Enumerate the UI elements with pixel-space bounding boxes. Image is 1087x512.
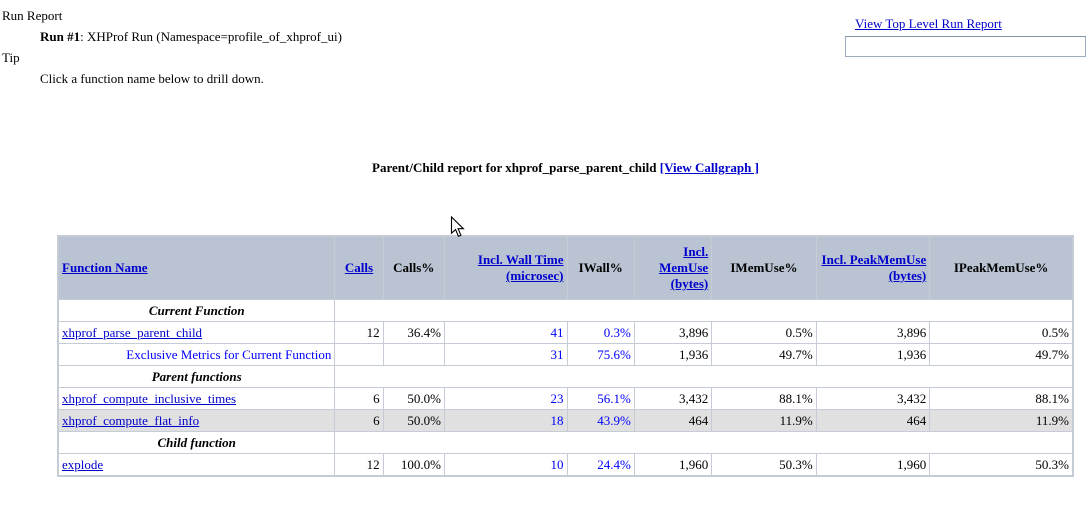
report-title-text: Parent/Child report for xhprof_parse_parent_child bbox=[372, 160, 657, 175]
value-cell-incl-peakmemuse-bytes: 1,960 bbox=[817, 454, 930, 475]
value-cell-ipeakmemuse: 49.7% bbox=[930, 344, 1072, 365]
sort-link-incl-wall-time-microsec[interactable]: Incl. Wall Time (microsec) bbox=[477, 252, 564, 283]
report-title bbox=[57, 160, 1074, 176]
run-info-block bbox=[2, 5, 342, 89]
table-row bbox=[59, 366, 1072, 387]
tip-text: Click a function name below to drill down. bbox=[40, 71, 264, 86]
value-cell-incl-peakmemuse-bytes: 464 bbox=[817, 410, 930, 431]
column-header-incl-peakmemuse-bytes[interactable] bbox=[817, 237, 930, 299]
value-cell-iwall: 0.3% bbox=[568, 322, 634, 343]
section-row-spacer bbox=[335, 300, 1072, 321]
column-header-ipeakmemuse: IPeakMemUse% bbox=[930, 237, 1072, 299]
section-header-child-function: Child function bbox=[59, 432, 334, 453]
value-cell-calls: 100.0% bbox=[384, 454, 444, 475]
function-name-cell[interactable] bbox=[59, 388, 334, 409]
run-namespace-text: : XHProf Run (Namespace=profile_of_xhprof_ui) bbox=[80, 29, 342, 44]
value-cell-ipeakmemuse: 88.1% bbox=[930, 388, 1072, 409]
table-row bbox=[59, 432, 1072, 453]
value-cell-calls: 12 bbox=[335, 454, 382, 475]
exclusive-metrics-label-cell: Exclusive Metrics for Current Function bbox=[59, 344, 334, 365]
sort-link-incl-memuse-bytes[interactable]: Incl. MemUse (bytes) bbox=[659, 244, 709, 291]
column-header-incl-memuse-bytes[interactable] bbox=[635, 237, 711, 299]
table-header-row bbox=[59, 237, 1072, 299]
value-cell-iwall: 75.6% bbox=[568, 344, 634, 365]
value-cell-calls: 6 bbox=[335, 388, 382, 409]
view-top-level-run-report-link[interactable]: View Top Level Run Report bbox=[855, 16, 1002, 31]
value-cell-incl-wall-time-microsec: 18 bbox=[445, 410, 567, 431]
run-query-input[interactable] bbox=[845, 36, 1086, 57]
sort-link-incl-peakmemuse-bytes[interactable]: Incl. PeakMemUse (bytes) bbox=[821, 252, 927, 283]
function-link-explode[interactable]: explode bbox=[62, 456, 104, 472]
value-cell-calls: 36.4% bbox=[384, 322, 444, 343]
column-header-calls[interactable] bbox=[335, 237, 382, 299]
value-cell-incl-peakmemuse-bytes: 3,896 bbox=[817, 322, 930, 343]
sort-link-calls[interactable]: Calls bbox=[344, 260, 374, 275]
value-cell-imemuse: 11.9% bbox=[712, 410, 816, 431]
function-name-cell[interactable] bbox=[59, 322, 334, 343]
value-cell-incl-memuse-bytes: 1,960 bbox=[635, 454, 711, 475]
run-description bbox=[40, 26, 342, 47]
column-header-function-name[interactable] bbox=[59, 237, 334, 299]
section-header-current-function: Current Function bbox=[59, 300, 334, 321]
run-report-label: Run Report bbox=[2, 8, 63, 23]
report-table-body bbox=[59, 300, 1072, 475]
run-number-label: Run #1 bbox=[40, 29, 81, 44]
value-cell-calls: 50.0% bbox=[384, 388, 444, 409]
value-cell-incl-memuse-bytes: 1,936 bbox=[635, 344, 711, 365]
value-cell-ipeakmemuse: 50.3% bbox=[930, 454, 1072, 475]
column-header-incl-wall-time-microsec[interactable] bbox=[445, 237, 567, 299]
column-header-imemuse: IMemUse% bbox=[712, 237, 816, 299]
function-link-xhprof-compute-flat-info[interactable]: xhprof_compute_flat_info bbox=[62, 412, 200, 428]
value-cell-incl-memuse-bytes: 3,432 bbox=[635, 388, 711, 409]
section-row-spacer bbox=[335, 432, 1072, 453]
value-cell-ipeakmemuse: 11.9% bbox=[930, 410, 1072, 431]
table-row bbox=[59, 410, 1072, 431]
table-row bbox=[59, 344, 1072, 365]
value-cell-calls: 12 bbox=[335, 322, 382, 343]
table-row bbox=[59, 388, 1072, 409]
table-row bbox=[59, 454, 1072, 475]
value-cell-incl-wall-time-microsec: 23 bbox=[445, 388, 567, 409]
value-cell-imemuse: 0.5% bbox=[712, 322, 816, 343]
table-row bbox=[59, 300, 1072, 321]
view-callgraph-link[interactable]: [View Callgraph ] bbox=[659, 160, 759, 175]
value-cell-iwall: 56.1% bbox=[568, 388, 634, 409]
value-cell-incl-peakmemuse-bytes: 3,432 bbox=[817, 388, 930, 409]
function-link-xhprof-compute-inclusive-times[interactable]: xhprof_compute_inclusive_times bbox=[62, 390, 237, 406]
value-cell-iwall: 43.9% bbox=[568, 410, 634, 431]
value-cell-calls: 6 bbox=[335, 410, 382, 431]
table-row bbox=[59, 322, 1072, 343]
report-table bbox=[57, 235, 1074, 477]
value-cell-imemuse: 50.3% bbox=[712, 454, 816, 475]
value-cell-ipeakmemuse: 0.5% bbox=[930, 322, 1072, 343]
function-name-cell[interactable] bbox=[59, 454, 334, 475]
tip-label: Tip bbox=[2, 50, 20, 65]
value-cell-iwall: 24.4% bbox=[568, 454, 634, 475]
value-cell-calls bbox=[335, 344, 382, 365]
value-cell-incl-wall-time-microsec: 41 bbox=[445, 322, 567, 343]
value-cell-incl-wall-time-microsec: 10 bbox=[445, 454, 567, 475]
column-header-iwall: IWall% bbox=[568, 237, 634, 299]
value-cell-incl-memuse-bytes: 464 bbox=[635, 410, 711, 431]
function-link-xhprof-parse-parent-child[interactable]: xhprof_parse_parent_child bbox=[62, 324, 203, 340]
section-row-spacer bbox=[335, 366, 1072, 387]
column-header-calls: Calls% bbox=[384, 237, 444, 299]
value-cell-incl-wall-time-microsec: 31 bbox=[445, 344, 567, 365]
value-cell-calls bbox=[384, 344, 444, 365]
value-cell-imemuse: 49.7% bbox=[712, 344, 816, 365]
function-name-cell[interactable] bbox=[59, 410, 334, 431]
value-cell-incl-memuse-bytes: 3,896 bbox=[635, 322, 711, 343]
section-header-parent-functions: Parent functions bbox=[59, 366, 334, 387]
value-cell-imemuse: 88.1% bbox=[712, 388, 816, 409]
value-cell-calls: 50.0% bbox=[384, 410, 444, 431]
sort-link-function-name[interactable]: Function Name bbox=[62, 260, 148, 275]
value-cell-incl-peakmemuse-bytes: 1,936 bbox=[817, 344, 930, 365]
